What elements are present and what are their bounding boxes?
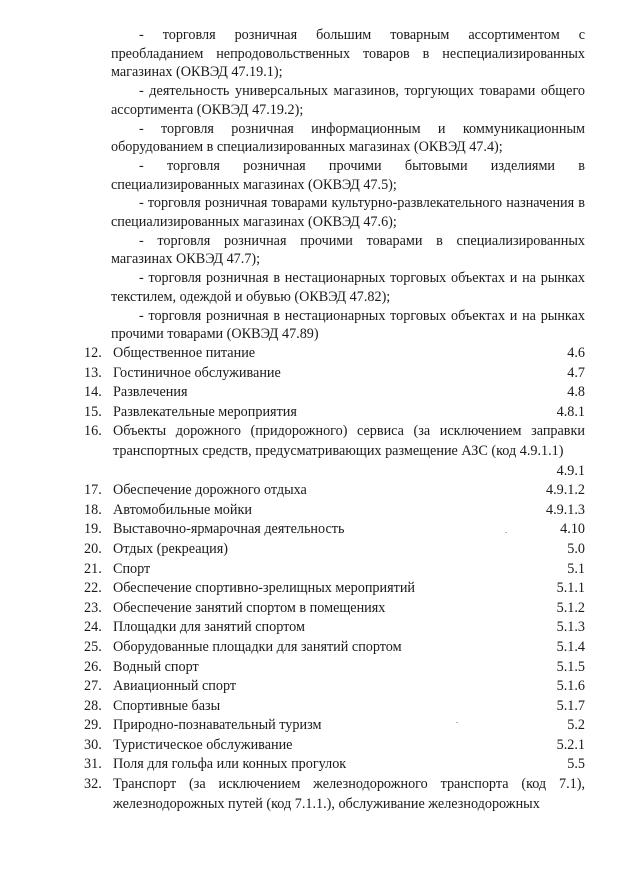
list-item (84, 618, 585, 638)
item-label: Развлекательные мероприятия (113, 403, 297, 420)
item-number: 30. (84, 736, 102, 753)
list-item (84, 560, 585, 580)
retail-activity-bullets (111, 26, 585, 344)
item-code: 5.0 (567, 540, 585, 557)
item-code: 4.10 (560, 521, 585, 538)
item-code: 5.1 (567, 560, 585, 577)
item-number: 13. (84, 364, 102, 381)
item-number: 14. (84, 384, 102, 401)
list-item (84, 736, 585, 756)
list-item (84, 540, 585, 560)
item-code: 5.1.4 (556, 638, 585, 655)
item-code: 4.8 (567, 384, 585, 401)
item-number: 23. (84, 599, 102, 616)
item-label: Обеспечение занятий спортом в помещениях (113, 599, 386, 616)
item-number: 28. (84, 697, 102, 714)
item-number: 19. (84, 521, 102, 538)
item-code: 5.2 (567, 717, 585, 734)
item-label: Общественное питание (113, 345, 256, 361)
item-label: Выставочно-ярмарочная деятельность (113, 521, 345, 538)
list-item (84, 697, 585, 717)
bullet-paragraph: - торговля розничная прочими бытовыми изделиями в специализированных магазинах (ОКВЭД 47.5); (111, 157, 585, 193)
list-item (84, 403, 585, 423)
list-item (84, 716, 585, 736)
list-item (84, 481, 585, 501)
item-label: Площадки для занятий спортом (113, 619, 305, 636)
item-label: Развлечения (113, 384, 188, 401)
list-item (84, 755, 585, 775)
bullet-paragraph: - торговля розничная прочими товарами в специализированных магазинах ОКВЭД 47.7); (111, 232, 585, 268)
item-code: 4.6 (567, 345, 585, 361)
item-label: Поля для гольфа или конных прогулок (113, 756, 347, 773)
item-label: Спортивные базы (113, 697, 221, 714)
item-code: 5.2.1 (556, 736, 585, 753)
bullet-paragraph: - торговля розничная в нестационарных торговых объектах и на рынках прочими товарами (ОКВЭД 47.89) (111, 307, 585, 343)
item-label: Природно-познавательный туризм (113, 717, 322, 734)
item-code: 4.8.1 (556, 403, 585, 420)
list-item (84, 520, 585, 540)
scan-speck: . (505, 526, 507, 535)
bullet-paragraph: - торговля розничная товарами культурно-развлекательного назначения в специализированных магазинах (ОКВЭД 47.6); (111, 195, 585, 231)
list-item (84, 775, 585, 814)
land-use-list (84, 344, 585, 814)
list-item (84, 677, 585, 697)
item-label: Спорт (113, 560, 151, 577)
item-number: 32. (84, 776, 102, 793)
item-code: 4.9.1 (556, 462, 585, 479)
item-number: 15. (84, 403, 102, 420)
item-number: 12. (84, 345, 102, 361)
bullet-paragraph: - торговля розничная в нестационарных торговых объектах и на рынках текстилем, одеждой и обувью (ОКВЭД 47.82); (111, 270, 585, 305)
item-number: 25. (84, 638, 102, 655)
item-code: 4.7 (567, 364, 585, 381)
item-code: 5.1.2 (556, 599, 585, 616)
bullet-paragraph: - торговля розничная информационным и коммуникационным оборудованием в специализированных магазинах (ОКВЭД 47.4); (111, 120, 585, 156)
list-item (84, 638, 585, 658)
item-label: Гостиничное обслуживание (113, 364, 281, 381)
item-number: 29. (84, 717, 102, 734)
scan-speck: . (456, 716, 458, 725)
item-code: 5.1.5 (556, 658, 585, 675)
item-code: 5.1.6 (556, 678, 585, 695)
item-number: 18. (84, 501, 102, 518)
item-code: 5.1.7 (556, 697, 585, 714)
item-label: Авиационный спорт (113, 678, 237, 695)
item-number: 16. (84, 423, 102, 440)
list-item (84, 344, 585, 364)
list-item (84, 599, 585, 619)
item-label: Оборудованные площадки для занятий спортом (113, 638, 402, 655)
list-item (84, 364, 585, 384)
item-label: Водный спорт (113, 658, 199, 675)
bullet-paragraph: - деятельность универсальных магазинов, торгующих товарами общего ассортимента (ОКВЭД 47.19.2); (111, 83, 585, 118)
item-number: 24. (84, 619, 102, 636)
list-item (84, 422, 585, 481)
item-number: 21. (84, 560, 102, 577)
item-number: 17. (84, 482, 102, 499)
item-code: 4.9.1.3 (545, 501, 585, 518)
bullet-paragraph: - торговля розничная большим товарным ассортиментом с преобладанием непродовольственных товаров в неспециализированных магазинах (ОКВЭД 47.19.1); (111, 27, 585, 81)
list-item (84, 579, 585, 599)
item-label: Объекты дорожного (придорожного) сервиса (за исключением заправки транспортных средств, предусматривающих размещение АЗС (код 4.9.1.1) (113, 423, 585, 459)
item-label: Обеспечение спортивно-зрелищных мероприятий (113, 580, 416, 597)
item-label: Обеспечение дорожного отдыха (113, 482, 307, 499)
item-number: 22. (84, 580, 102, 597)
item-code: 5.5 (567, 756, 585, 773)
item-label: Туристическое обслуживание (113, 736, 293, 753)
item-label: Отдых (рекреация) (113, 540, 228, 557)
item-number: 27. (84, 678, 102, 695)
list-item (84, 501, 585, 521)
item-label: Транспорт (за исключением железнодорожного транспорта (код 7.1), железнодорожных путей (код 7.1.1.), обслуживание железнодорожных (113, 776, 585, 812)
list-item (84, 658, 585, 678)
list-item (84, 383, 585, 403)
item-number: 31. (84, 756, 102, 773)
item-number: 20. (84, 540, 102, 557)
item-code: 4.9.1.2 (545, 482, 585, 499)
item-number: 26. (84, 658, 102, 675)
item-code: 5.1.1 (556, 580, 585, 597)
item-label: Автомобильные мойки (113, 501, 252, 518)
item-code: 5.1.3 (556, 619, 585, 636)
